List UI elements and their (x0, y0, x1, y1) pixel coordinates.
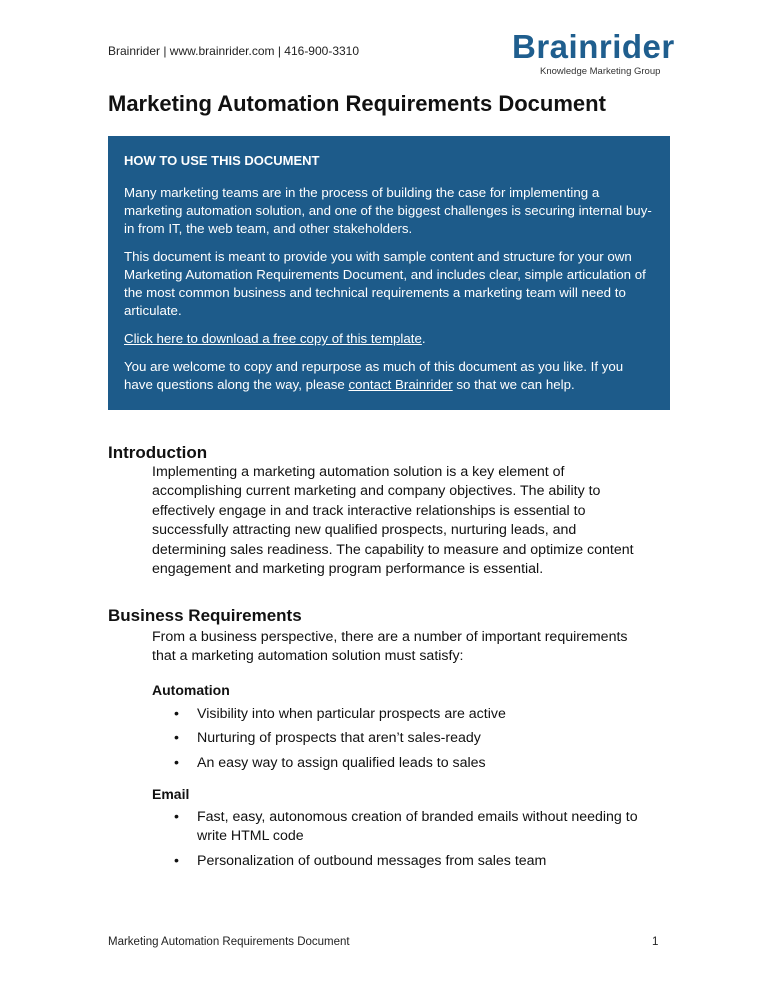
download-suffix: . (421, 331, 426, 346)
how-to-paragraph-3 (124, 330, 652, 348)
list-item-text: Visibility into when particular prospects are active (197, 706, 506, 722)
list-item (174, 705, 654, 724)
how-to-paragraph-2: This document is meant to provide you with sample content and structure for your own Marketing Automation Requirements Document, and includes clear, simple articulation of the most common business and technical requirements a marketing team will need to articulate. (124, 249, 646, 318)
list-item (174, 808, 654, 847)
list-item-text: Personalization of outbound messages from sales team (197, 852, 547, 869)
business-requirements-heading: Business Requirements (108, 606, 302, 625)
bullet-icon: • (174, 809, 179, 825)
header-contact: Brainrider | www.brainrider.com | 416-900-3310 (108, 44, 360, 58)
document-title: Marketing Automation Requirements Document (108, 91, 606, 116)
bullet-icon: • (174, 706, 179, 722)
download-template-link[interactable]: Click here to download a free copy of this template (124, 331, 422, 346)
paragraph-4-prefix: You are welcome to copy and repurpose as much of this document as you like. If you have questions along the way, please (124, 359, 624, 392)
email-heading: Email (152, 786, 190, 802)
automation-list (174, 705, 654, 778)
list-item-text: Nurturing of prospects that aren’t sales-ready (197, 730, 481, 747)
automation-heading: Automation (152, 682, 230, 698)
business-requirements-intro: From a business perspective, there are a number of important requirements that a marketing automation solution must satisfy: (152, 629, 628, 665)
bullet-icon: • (174, 852, 179, 869)
list-item-text: Fast, easy, autonomous creation of branded emails without needing to write HTML code (197, 809, 638, 845)
list-item (174, 754, 654, 773)
how-to-paragraph-4 (124, 358, 652, 394)
list-item-text: An easy way to assign qualified leads to sales (197, 754, 486, 771)
email-list (174, 808, 654, 876)
how-to-heading: HOW TO USE THIS DOCUMENT (124, 153, 320, 168)
brainrider-logo (512, 28, 675, 78)
footer-title: Marketing Automation Requirements Document (108, 936, 350, 948)
bullet-icon: • (174, 754, 179, 771)
contact-brainrider-link[interactable]: contact Brainrider (348, 377, 453, 392)
introduction-body: Implementing a marketing automation solution is a key element of accomplishing current marketing and company objectives. The ability to effectively engage in and track interactive relationships is essential to successfully attracting new qualified prospects, nurturing leads, and determining sales readiness. The capability to measure and optimize content engagement and marketing program performance is essential. (152, 464, 634, 578)
logo-tagline: Knowledge Marketing Group (540, 66, 661, 77)
logo-wordmark: Brainrider (512, 28, 675, 65)
bullet-icon: • (174, 730, 179, 747)
introduction-heading: Introduction (108, 443, 208, 462)
footer-page-number: 1 (652, 936, 659, 948)
how-to-use-box (108, 136, 670, 410)
paragraph-4-suffix: so that we can help. (452, 377, 575, 392)
list-item (174, 852, 654, 871)
list-item (174, 729, 654, 748)
how-to-paragraph-1: Many marketing teams are in the process of building the case for implementing a marketing automation solution, and one of the biggest challenges is securing internal buy-in from IT, the web team, and other stakeholders. (124, 185, 652, 236)
